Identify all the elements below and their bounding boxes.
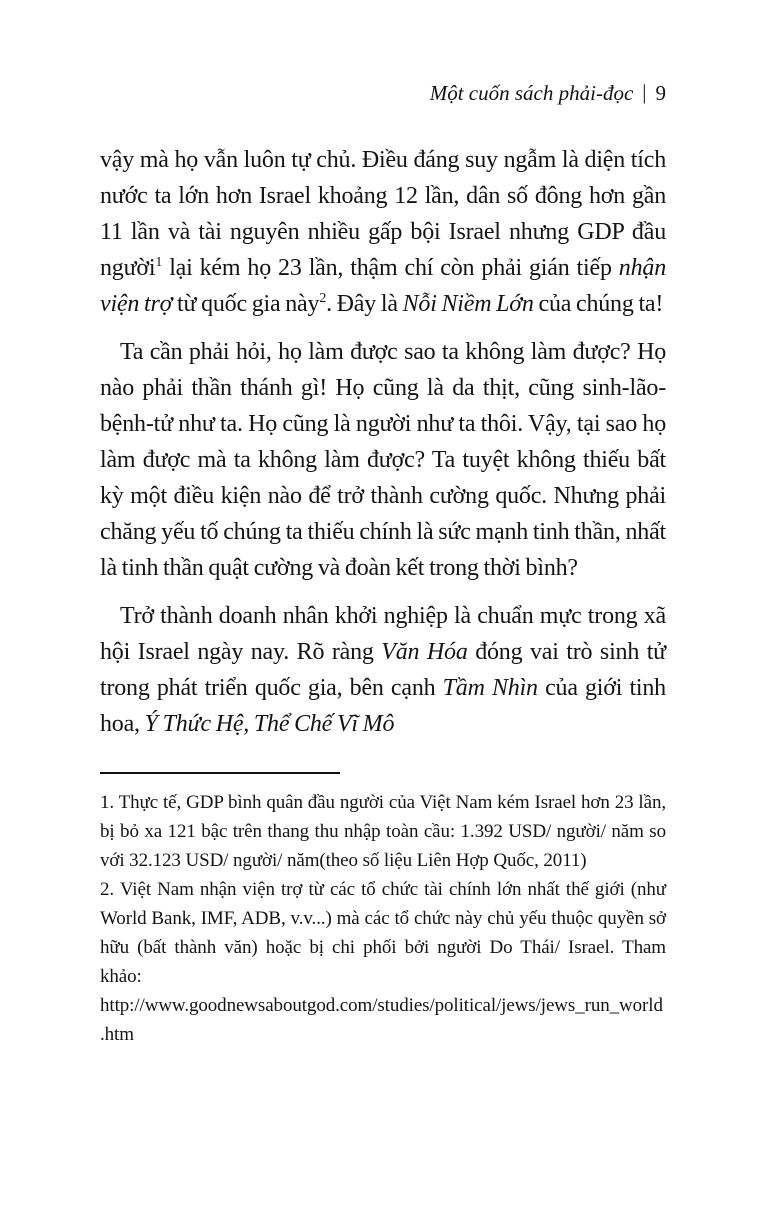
page-number: 9 [655, 81, 666, 105]
paragraph: Ta cần phải hỏi, họ làm được sao ta không làm được? Họ nào phải thần thánh gì! Họ cũng là da thịt, cũng sinh-lão-bệnh-tử như ta. Họ cũng là người như ta thôi. Vậy, tại sao họ làm được mà ta không làm được? Ta tuyệt không thiếu bất kỳ một điều kiện nào để trở thành cường quốc. Nhưng phải chăng yếu tố chúng ta thiếu chính là sức mạnh tinh thần, nhất là tinh thần quật cường và đoàn kết trong thời bình? [100, 339, 666, 581]
footnotes [100, 788, 666, 1049]
footnote: 1. Thực tế, GDP bình quân đầu người của Việt Nam kém Israel hơn 23 lần, bị bỏ xa 121 bậc trên thang thu nhập toàn cầu: 1.392 USD/ người/ năm so với 32.123 USD/ người/ năm(theo số liệu Liên Hợp Quốc, 2011) [100, 792, 666, 871]
page-header [100, 80, 666, 106]
footnote-separator [100, 772, 340, 774]
body-text [100, 142, 666, 742]
running-title: Một cuốn sách phải-đọc [429, 81, 634, 105]
paragraph: Trở thành doanh nhân khởi nghiệp là chuẩn mực trong xã hội Israel ngày nay. Rõ ràng Văn Hóa đóng vai trò sinh tử trong phát triển quốc gia, bên cạnh Tầm Nhìn của giới tinh hoa, Ý Thức Hệ, Thể Chế Vĩ Mô [100, 603, 666, 737]
header-separator: | [642, 80, 647, 104]
footnote: 2. Việt Nam nhận viện trợ từ các tổ chức tài chính lớn nhất thế giới (như World Bank, IMF, ADB, v.v...) mà các tổ chức này chủ yếu thuộc quyền sở hữu (bất thành văn) hoặc bị chi phối bởi người Do Thái/ Israel. Tham khảo: http://www.goodnewsaboutgod.com/studies/political/jews/jews_run_world.htm [100, 879, 666, 1045]
paragraph: vậy mà họ vẫn luôn tự chủ. Điều đáng suy ngẫm là diện tích nước ta lớn hơn Israel khoảng 12 lần, dân số đông hơn gần 11 lần và tài nguyên nhiều gấp bội Israel nhưng GDP đầu người$^1$ lại kém họ 23 lần, thậm chí còn phải gián tiếp nhận viện trợ từ quốc gia này$^2$. Đây là Nỗi Niềm Lớn của chúng ta! [100, 147, 666, 317]
